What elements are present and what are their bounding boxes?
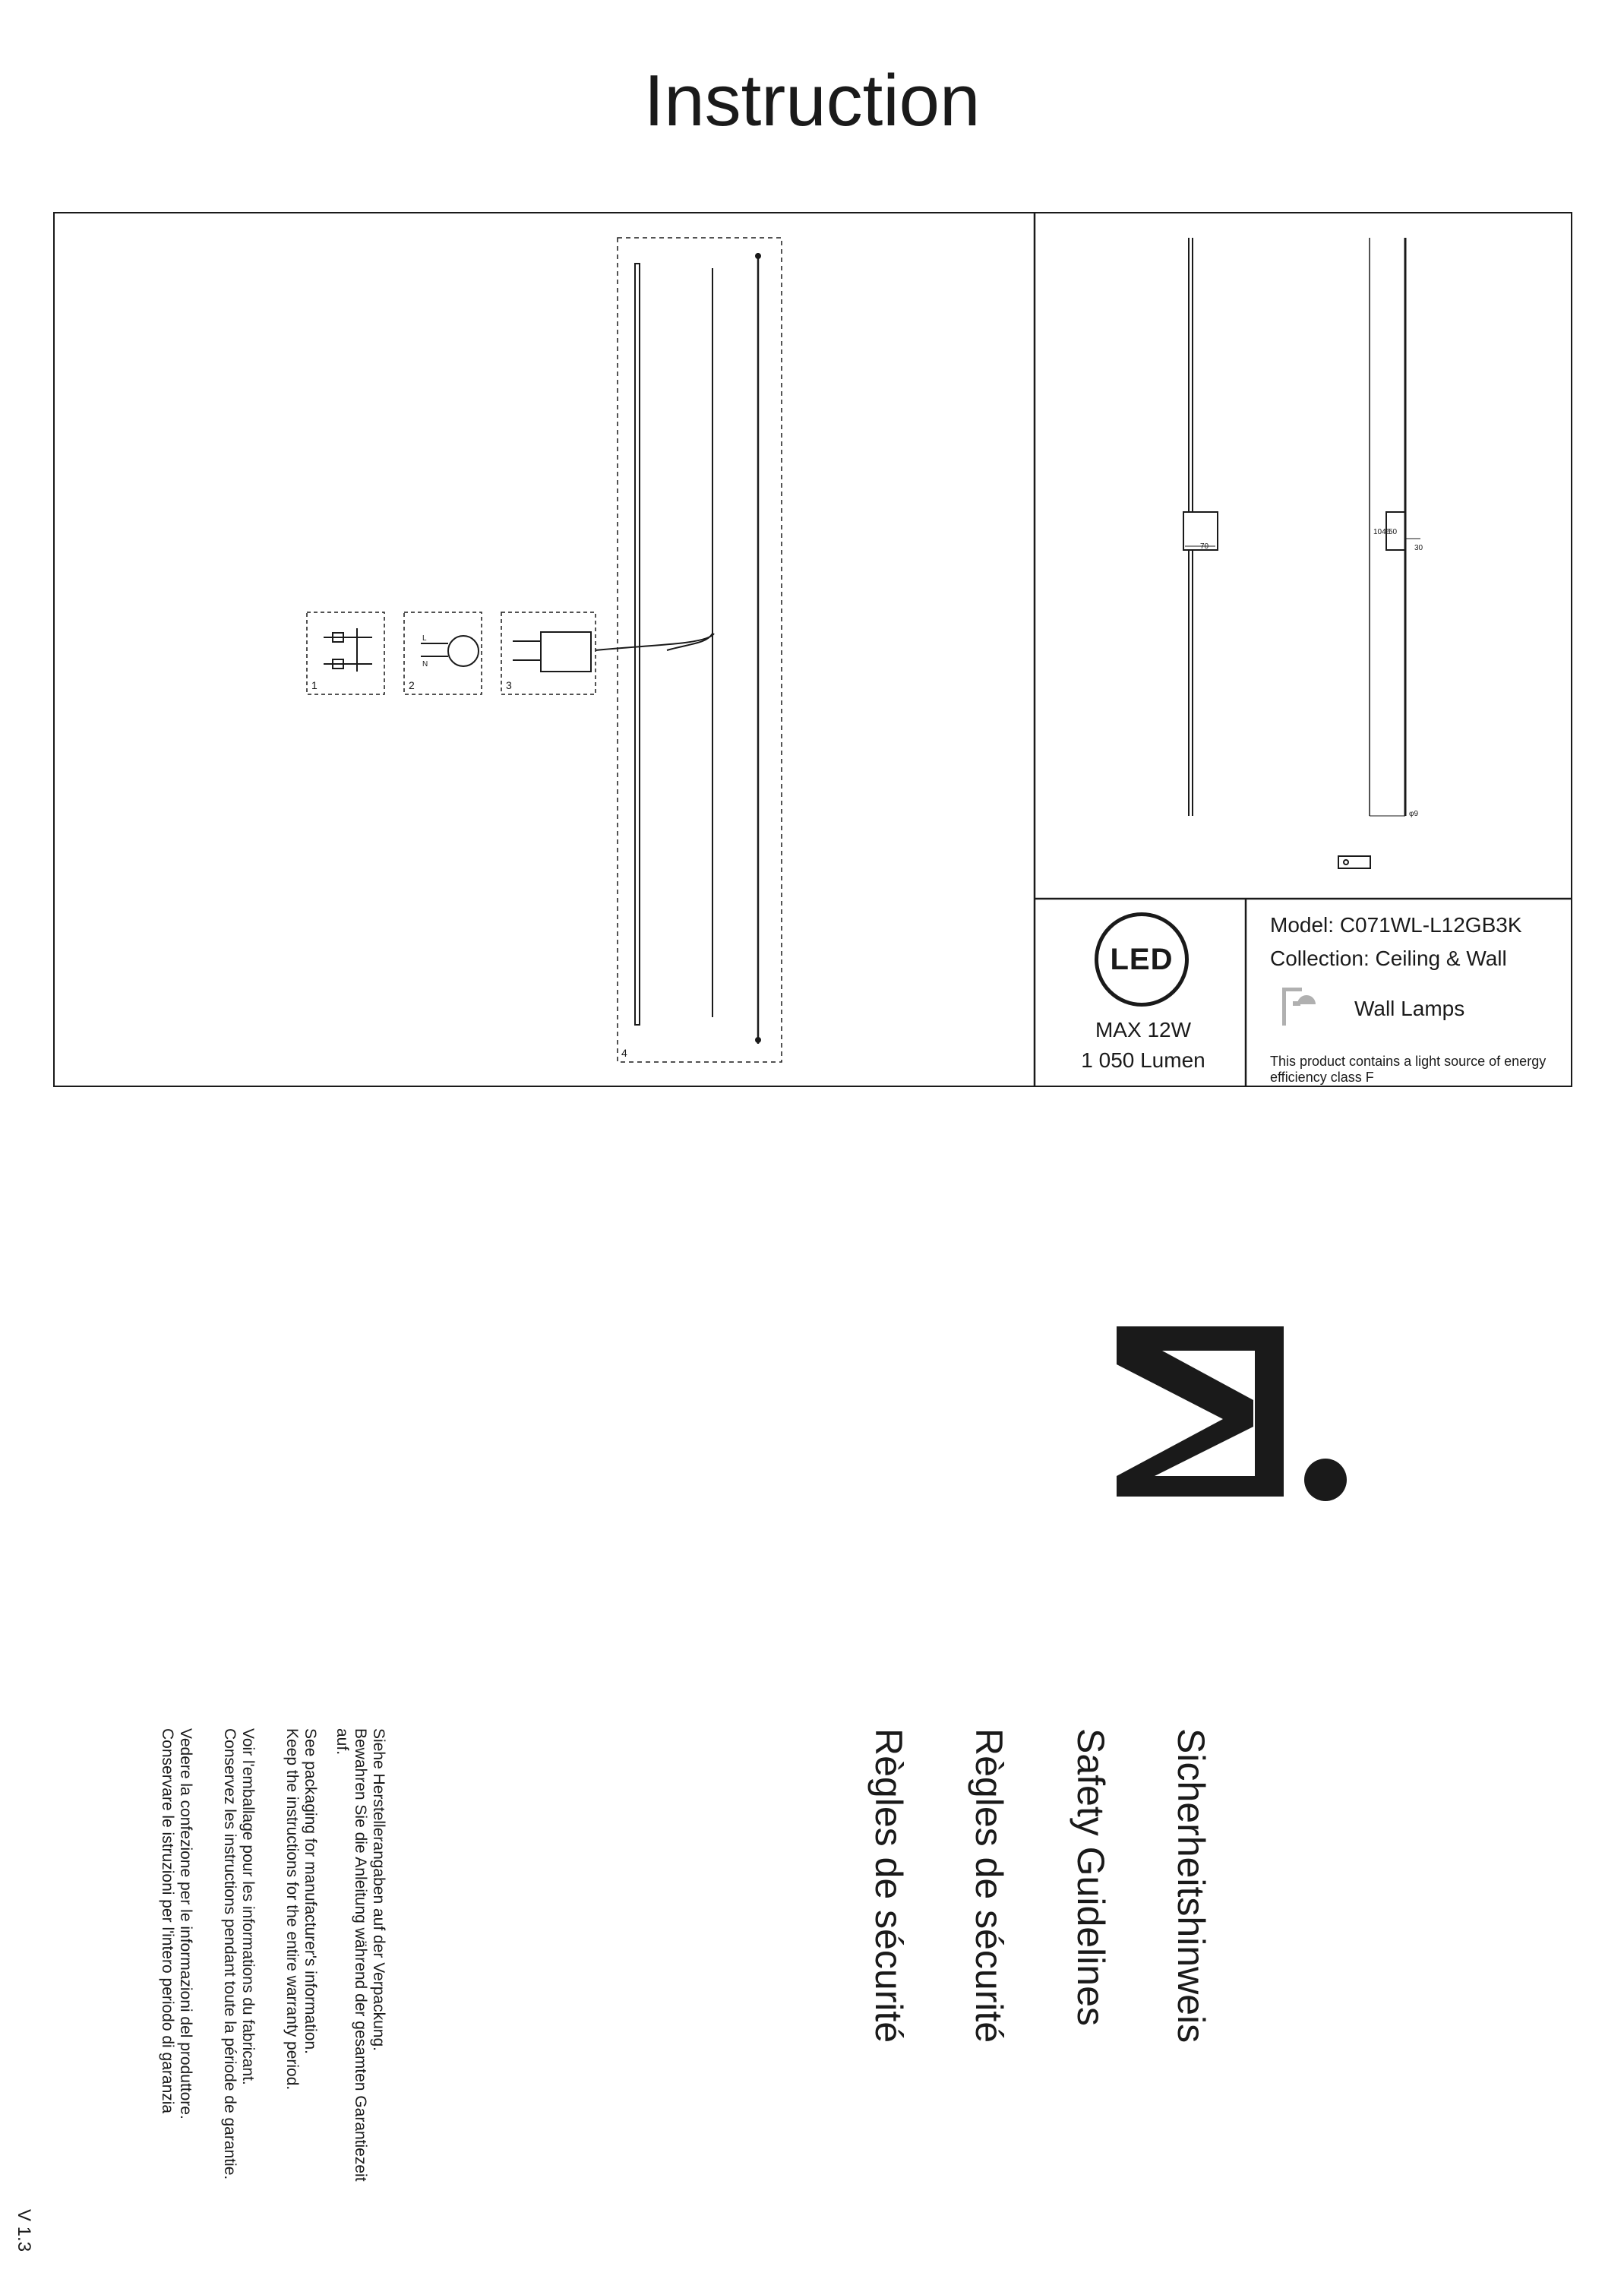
model-number: Model: C071WL-L12GB3K — [1270, 913, 1522, 937]
category: Wall Lamps — [1354, 997, 1465, 1020]
safety-text-fr: Voir l'emballage pour les informations du fabricant. Conservez les instructions pendant toute la période de garantie. — [221, 1728, 257, 2180]
safety-heading-en: Safety Guidelines — [1070, 1728, 1112, 2026]
step-2-label: 2 — [409, 679, 415, 691]
version-label: V 1.3 — [14, 2209, 34, 2252]
led-logo: LED — [1095, 912, 1189, 1007]
dim-width: 70 — [1200, 542, 1209, 551]
page-title: Instruction — [643, 60, 981, 141]
safety-text-de: Siehe Herstellerangaben auf der Verpackung. Bewahren Sie die Anleitung während der gesamten Garantiezeit auf. — [333, 1728, 387, 2182]
maytoni-m-logo — [1109, 1320, 1352, 1506]
dim-depth: 30 — [1414, 544, 1423, 552]
step-4-label: 4 — [621, 1047, 627, 1059]
dim-diameter: φ9 — [1409, 810, 1419, 818]
lumen-value: 1 050 Lumen — [1081, 1048, 1205, 1072]
wire-label-l: L — [422, 634, 427, 643]
safety-heading-fr: Règles de sécurité — [968, 1728, 1010, 2044]
step-1-label: 1 — [311, 679, 318, 691]
step-3-label: 3 — [506, 679, 512, 691]
dim-height: 1046 — [1373, 528, 1391, 536]
safety-heading-de: Sicherheitshinweis — [1170, 1728, 1212, 2044]
safety-text-it: Vedere la confezione per le informazioni del produttore. Conservare le istruzioni per l'intero periodo di garanzia — [159, 1728, 194, 2119]
energy-class-note: This product contains a light source of energy efficiency class F — [1270, 1054, 1547, 1085]
safety-heading-fr-2: Règles de sécurité — [867, 1728, 910, 2044]
wall-lamp-icon — [1279, 986, 1325, 1032]
dim-bracket: 50 — [1389, 528, 1398, 536]
safety-text-en: See packaging for manufacturer's information. Keep the instructions for the entire warranty period. — [283, 1728, 319, 2091]
collection: Collection: Ceiling & Wall — [1270, 947, 1507, 970]
max-power: MAX 12W — [1095, 1018, 1192, 1042]
wire-label-n: N — [422, 660, 428, 669]
